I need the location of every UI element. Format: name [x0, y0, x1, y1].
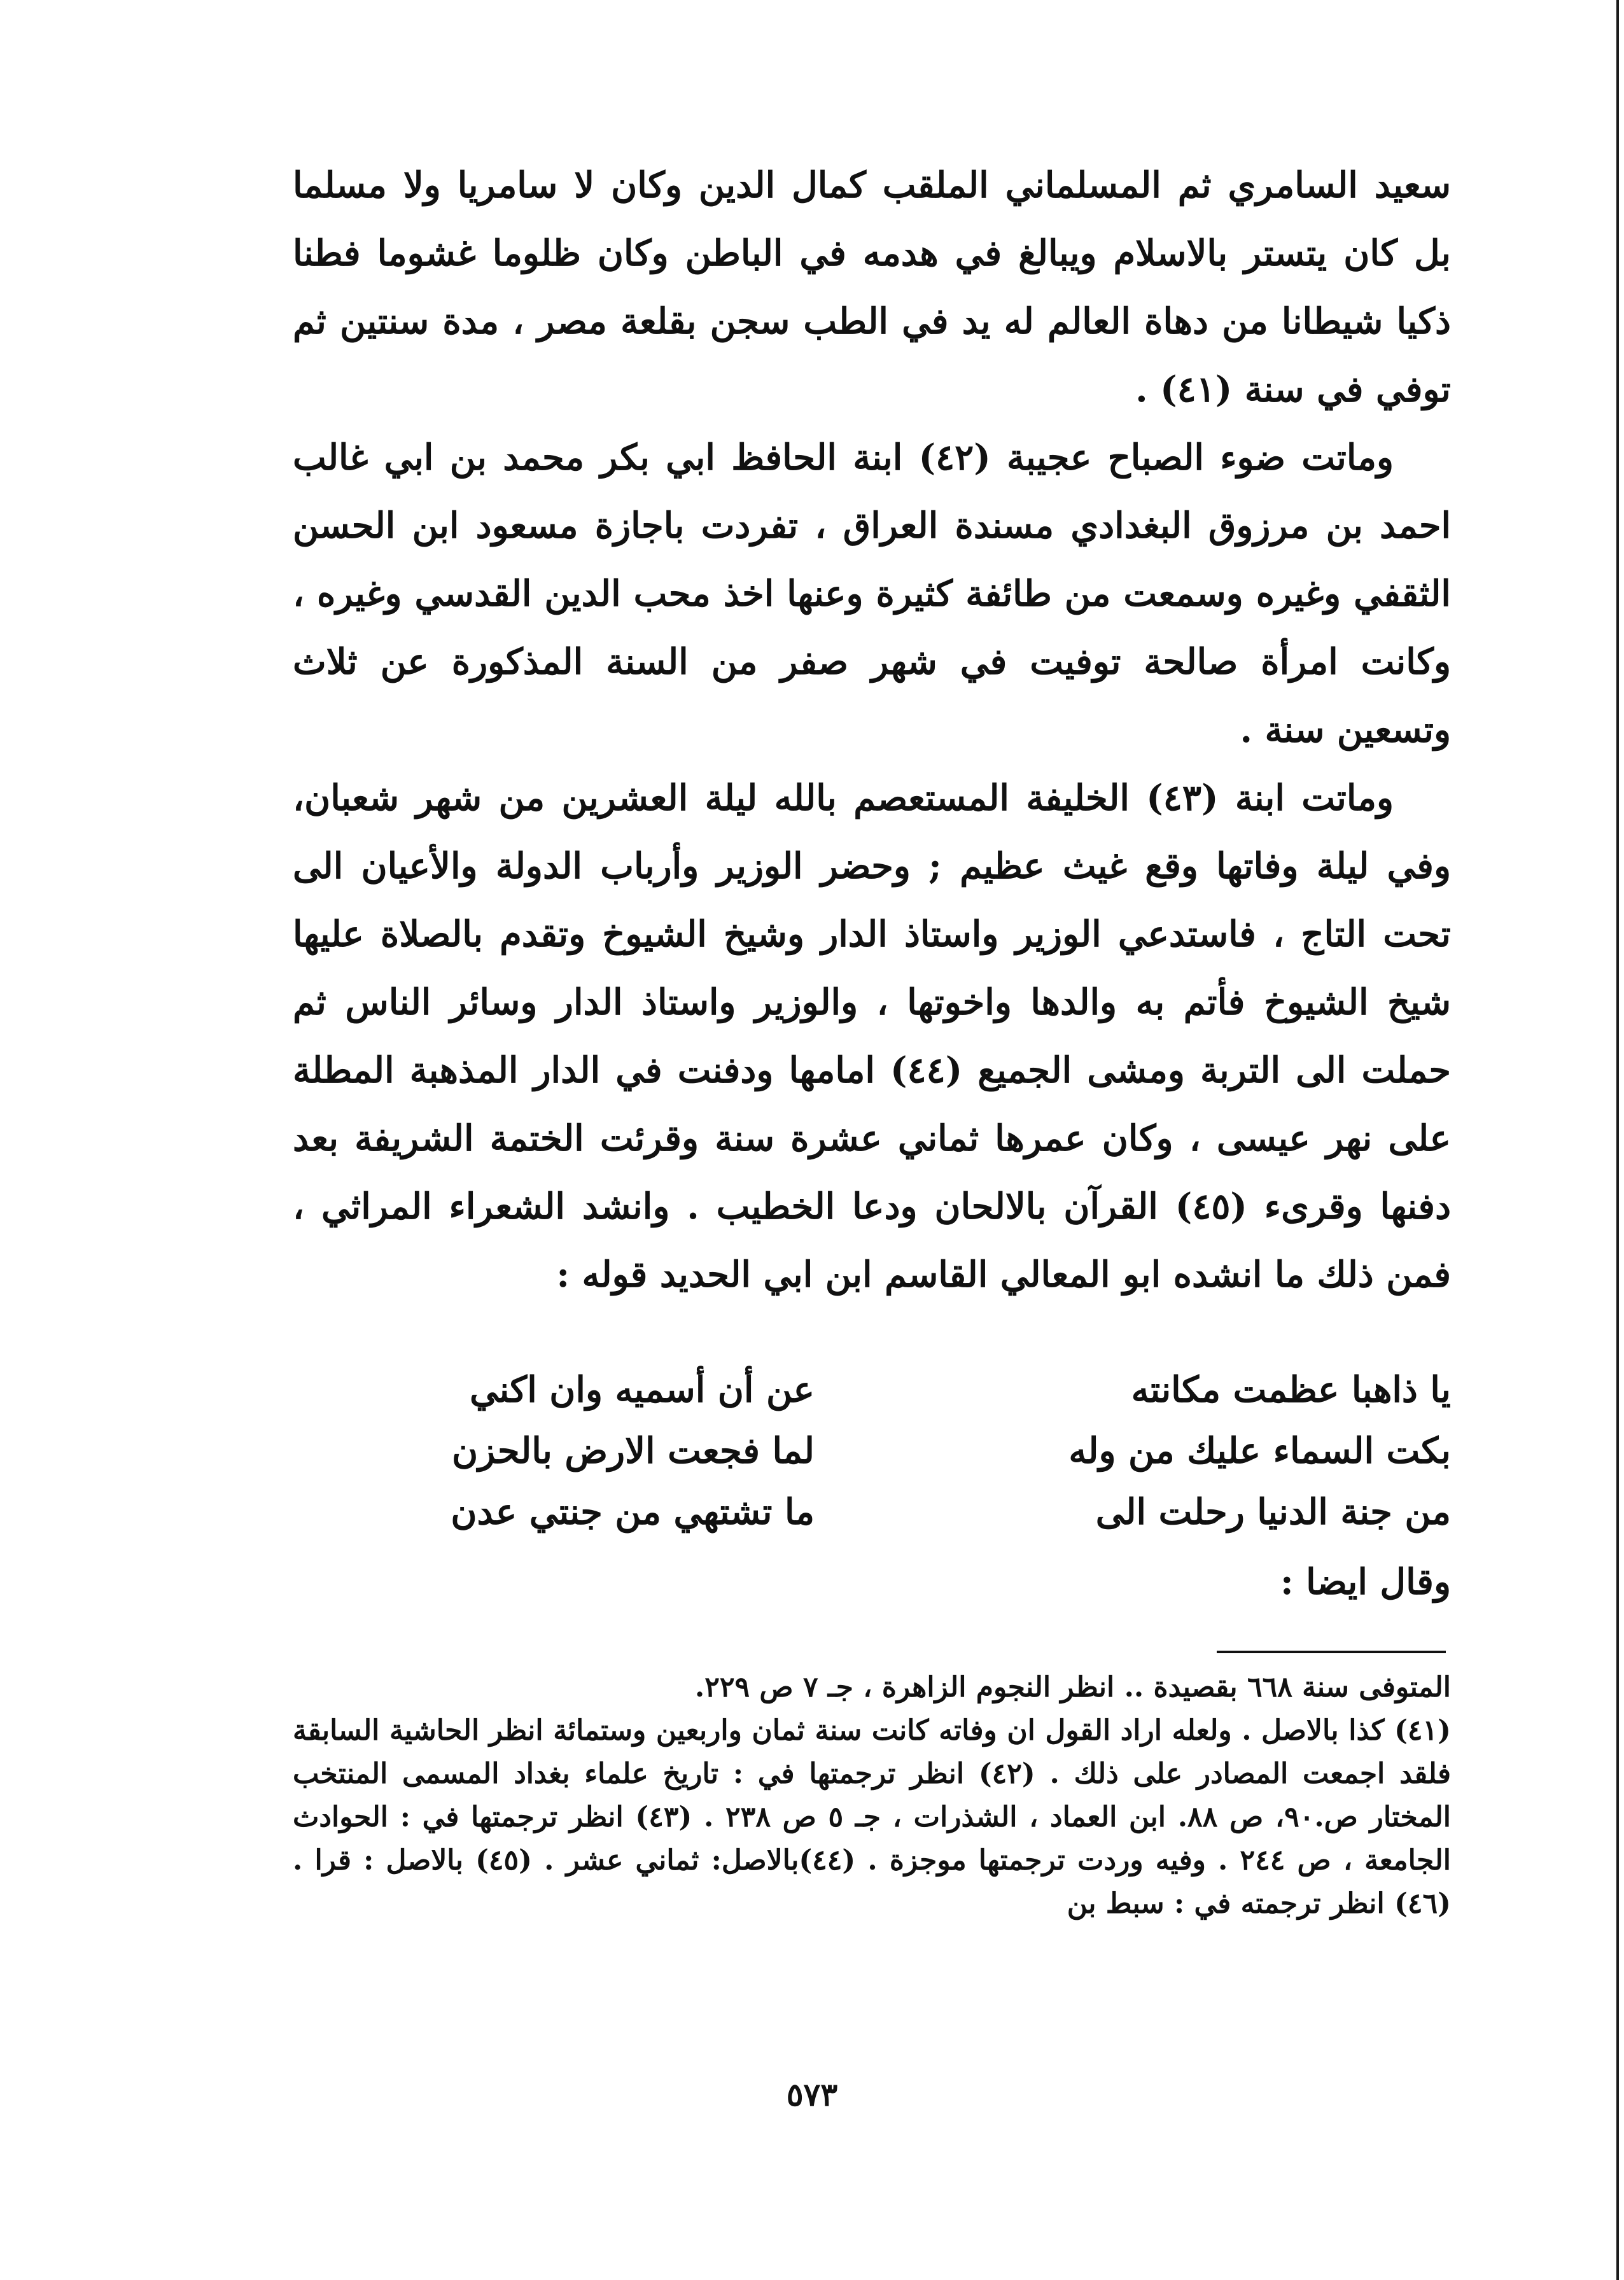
- verse-second-hemistich: ما تشتهي من جنتي عدن: [451, 1491, 815, 1533]
- paragraph-1: سعيد السامري ثم المسلماني الملقب كمال الدين وكان لا سامريا ولا مسلما بل كان يتستر بالاسلام ويبالغ في هدمه في الباطن وكان ظلوما غشوما فطنا ذكيا شيطانا من دهاة العالم له يد في الطب سجن بقلعة مصر ، مدة سنتين ثم توفي في سنة (٤١) .: [293, 164, 1451, 410]
- poem-verses: [318, 1359, 1451, 1542]
- verse-first-hemistich: يا ذاهبا عظمت مكانته: [1131, 1369, 1451, 1411]
- verse-second-hemistich: لما فجعت الارض بالحزن: [451, 1430, 815, 1472]
- page-number: ٥٧٣: [786, 2076, 838, 2113]
- page-edge-rule: [1616, 0, 1619, 2280]
- verse-first-hemistich: من جنة الدنيا رحلت الى: [1095, 1491, 1451, 1533]
- poem-intro-second: وقال ايضا :: [1280, 1561, 1451, 1603]
- footnote-line: (٤١) كذا بالاصل . ولعله اراد القول ان وفاته كانت سنة ثمان واربعين وستمائة انظر الحاشية السابقة فلقد اجمعت المصادر على ذلك . (٤٢) انظر ترجمتها في : تاريخ علماء بغداد المسمى المنتخب المختار ص.٩٠، ص ٨٨. ابن العماد ، الشذرات ، جـ ٥ ص ٢٣٨ . (٤٣) انظر ترجمتها في : الحوادث الجامعة ، ص ٢٤٤ . وفيه وردت ترجمتها موجزة . (٤٤)بالاصل: ثماني عشر . (٤٥) بالاصل : قرا . (٤٦) انظر ترجمته في : سبط بن: [293, 1714, 1452, 1920]
- verse-row: [318, 1420, 1451, 1481]
- verse-row: [318, 1481, 1451, 1542]
- verse-second-hemistich: عن أن أسميه وان اكني: [469, 1369, 815, 1411]
- footnote-separator: [1217, 1651, 1446, 1653]
- main-body-text: [293, 151, 1451, 1309]
- footnote-line: المتوفى سنة ٦٦٨ بقصيدة .. انظر النجوم الزاهرة ، جـ ٧ ص ٢٢٩.: [694, 1671, 1451, 1703]
- footnotes-block: [293, 1666, 1451, 1926]
- paragraph-2: وماتت ضوء الصباح عجيبة (٤٢) ابنة الحافظ ابي بكر محمد بن ابي غالب احمد بن مرزوق البغدادي مسندة العراق ، تفردت باجازة مسعود ابن الحسن الثقفي وغيره وسمعت من طائفة كثيرة وعنها اخذ محب الدين القدسي وغيره ، وكانت امرأة صالحة توفيت في شهر صفر من السنة المذكورة عن ثلاث وتسعين سنة .: [293, 437, 1451, 751]
- paragraph-3: وماتت ابنة (٤٣) الخليفة المستعصم بالله ليلة العشرين من شهر شعبان، وفي ليلة وفاتها وقع غيث عظيم ; وحضر الوزير وأرباب الدولة والأعيان الى تحت التاج ، فاستدعي الوزير واستاذ الدار وشيخ الشيوخ وتقدم بالصلاة عليها شيخ الشيوخ فأتم به والدها واخوتها ، والوزير واستاذ الدار وسائر الناس ثم حملت الى التربة ومشى الجميع (٤٤) امامها ودفنت في الدار المذهبة المطلة على نهر عيسى ، وكان عمرها ثماني عشرة سنة وقرئت الختمة الشريفة بعد دفنها وقرىء (٤٥) القرآن بالالحان ودعا الخطيب . وانشد الشعراء المراثي ، فمن ذلك ما انشده ابو المعالي القاسم ابن ابي الحديد قوله :: [293, 777, 1452, 1296]
- verse-row: [318, 1359, 1451, 1420]
- verse-first-hemistich: بكت السماء عليك من وله: [1068, 1430, 1451, 1472]
